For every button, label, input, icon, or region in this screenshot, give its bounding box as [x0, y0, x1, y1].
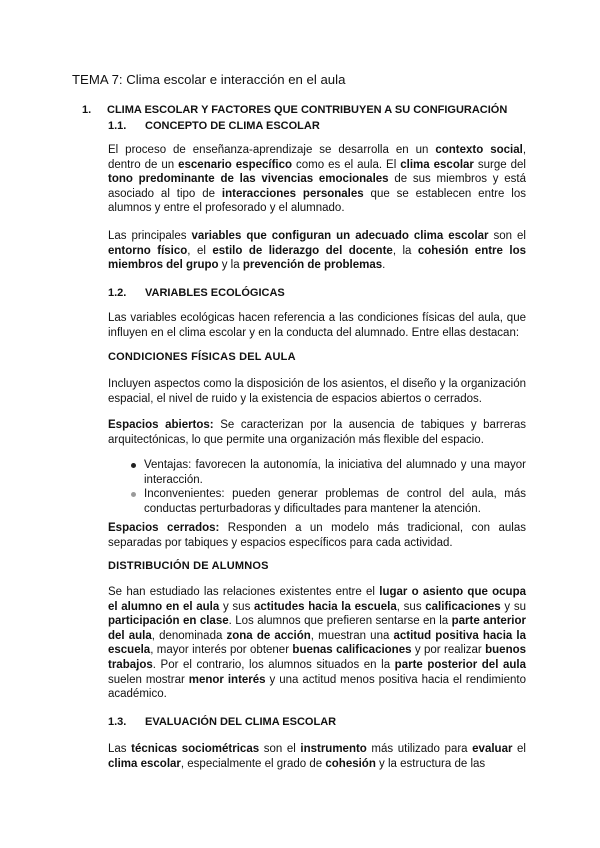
- condiciones-paragraph: [108, 377, 526, 406]
- distribucion-heading: DISTRIBUCIÓN DE ALUMNOS: [108, 560, 269, 572]
- bold-text-run: clima escolar: [108, 757, 181, 770]
- rich-paragraph: [108, 143, 526, 216]
- condiciones-text: Incluyen aspectos como la disposición de los asientos, el diseño y la organización espacial, el nivel de ruido y la existencia de espacios abiertos o cerrados.: [108, 378, 526, 405]
- bold-text-run: buenos trabajos: [108, 644, 527, 671]
- bold-text-run: clima escolar: [400, 158, 474, 171]
- text-run: surge del: [473, 158, 526, 171]
- bold-text-run: tono predominante de las vivencias emocionales: [108, 173, 389, 186]
- bold-text-run: lugar o asiento que ocupa el alumno en el aula: [108, 586, 526, 613]
- bold-text-run: instrumento: [300, 743, 367, 755]
- espacios-cerrados-label: Espacios cerrados:: [108, 522, 220, 534]
- concepto-paragraph-1: [108, 143, 526, 216]
- list-item: [108, 487, 526, 516]
- rich-paragraph: [108, 585, 526, 702]
- bold-text-run: entorno físico: [108, 244, 188, 257]
- text-run: más utilizado para: [366, 743, 473, 755]
- text-run: , especialmente el grado de: [180, 757, 326, 770]
- text-run: el: [512, 743, 526, 755]
- section-1-number: 1.: [82, 104, 92, 116]
- subsection-1-1-heading: [108, 120, 320, 132]
- espacios-abiertos-text: Se caracterizan por la ausencia de tabiques y barreras arquitectónicas, lo que permite una organización más flexible del espacio.: [108, 419, 526, 446]
- text-run: y por realizar: [411, 644, 486, 657]
- list-item: [108, 458, 526, 487]
- espacios-cerrados-text: Responden a un modelo más tradicional, con aulas separadas por tabiques y espacios específicos para cada actividad.: [108, 522, 526, 549]
- concepto-paragraph-2: [108, 229, 526, 273]
- bold-text-run: parte posterior del aula: [394, 658, 526, 671]
- topic-title: TEMA 7: Clima escolar e interacción en el aula: [72, 72, 346, 87]
- subsection-1-2-heading: [108, 287, 285, 299]
- bold-text-run: cohesión entre los miembros del grupo: [108, 244, 526, 272]
- text-run: y su: [500, 600, 526, 613]
- text-run: y la: [218, 259, 243, 272]
- bold-text-run: zona de acción: [226, 629, 311, 642]
- text-run: , dentro de un: [108, 144, 527, 171]
- text-run: y una actitud menos positiva hacia el rendimiento académico.: [108, 673, 526, 701]
- text-run: , mayor interés por obtener: [150, 644, 293, 657]
- evaluacion-paragraph: [108, 742, 526, 771]
- text-run: y la estructura de las: [375, 757, 486, 770]
- text-run: de sus miembros y está asociado al tipo de: [108, 173, 526, 200]
- text-run: como es el aula. El: [292, 158, 401, 171]
- variables-paragraph: [108, 311, 526, 340]
- bold-text-run: contexto social: [435, 144, 523, 156]
- bold-text-run: evaluar: [472, 743, 513, 755]
- text-run: . Por el contrario, los alumnos situados en la: [152, 658, 395, 671]
- bold-text-run: parte anterior del aula: [108, 615, 526, 642]
- subsection-1-3-title: EVALUACIÓN DEL CLIMA ESCOLAR: [145, 716, 337, 728]
- text-run: Las: [108, 743, 132, 755]
- text-run: , denominada: [151, 629, 227, 642]
- rich-paragraph: [108, 742, 526, 771]
- text-run: El proceso de enseñanza-aprendizaje se desarrolla en un: [108, 144, 436, 156]
- distribucion-paragraph: [108, 585, 526, 702]
- text-run: que se establecen entre los alumnos y entre el profesorado y el alumnado.: [108, 187, 526, 215]
- subsection-1-1-number: 1.1.: [108, 120, 127, 132]
- bold-text-run: escenario específico: [178, 158, 293, 171]
- espacios-abiertos-paragraph: [108, 418, 526, 447]
- bold-text-run: cohesión: [325, 757, 376, 770]
- variables-text: Las variables ecológicas hacen referencia a las condiciones físicas del aula, que influyen en el clima escolar y en la conducta del alumnado. Entre ellas destacan:: [108, 312, 526, 339]
- text-run: .: [382, 259, 386, 272]
- subsection-1-2-title: VARIABLES ECOLÓGICAS: [145, 287, 285, 299]
- bold-text-run: actitudes hacia la escuela: [254, 600, 397, 613]
- espacios-cerrados-paragraph: [108, 521, 526, 550]
- bold-text-run: prevención de problemas: [242, 259, 383, 272]
- subsection-1-1-title: CONCEPTO DE CLIMA ESCOLAR: [145, 120, 320, 132]
- section-1-title: CLIMA ESCOLAR Y FACTORES QUE CONTRIBUYEN A SU CONFIGURACIÓN: [107, 104, 508, 116]
- text-run: son el: [488, 230, 526, 242]
- bold-text-run: menor interés: [188, 673, 266, 686]
- subsection-1-3-heading: [108, 716, 336, 728]
- text-run: Se han estudiado las relaciones existentes entre el: [108, 586, 380, 598]
- rich-paragraph: [108, 229, 526, 273]
- subsection-1-3-number: 1.3.: [108, 716, 127, 728]
- text-run: , muestran una: [310, 629, 394, 642]
- text-run: , el: [187, 244, 213, 257]
- text-run: , sus: [396, 600, 426, 613]
- text-run: Las principales: [108, 230, 192, 242]
- bold-text-run: variables que configuran un adecuado clima escolar: [191, 230, 489, 242]
- bold-text-run: interacciones personales: [221, 187, 364, 200]
- espacios-abiertos-label: Espacios abiertos:: [108, 419, 214, 431]
- list-item-text: Ventajas: favorecen la autonomía, la iniciativa del alumnado y una mayor interacción.: [144, 459, 526, 486]
- text-run: , la: [392, 244, 418, 257]
- section-1-heading: [82, 104, 507, 116]
- ventajas-list: [108, 458, 526, 516]
- subsection-1-2-number: 1.2.: [108, 287, 127, 299]
- text-run: suelen mostrar: [108, 673, 189, 686]
- bold-text-run: actitud positiva hacia la escuela: [108, 629, 527, 657]
- condiciones-heading: CONDICIONES FÍSICAS DEL AULA: [108, 351, 296, 363]
- bold-text-run: calificaciones: [425, 600, 501, 613]
- bold-text-run: técnicas sociométricas: [131, 743, 260, 755]
- bold-text-run: estilo de liderazgo del docente: [212, 244, 393, 257]
- text-run: . Los alumnos que prefieren sentarse en la: [228, 615, 452, 628]
- text-run: son el: [259, 743, 301, 755]
- list-item-text: Inconvenientes: pueden generar problemas de control del aula, más conductas perturbadoras y dificultades para mantener la atención.: [144, 488, 526, 515]
- bullet-icon: [131, 463, 136, 468]
- bold-text-run: buenas calificaciones: [292, 644, 412, 657]
- bold-text-run: participación en clase: [108, 615, 229, 628]
- text-run: y sus: [219, 600, 255, 613]
